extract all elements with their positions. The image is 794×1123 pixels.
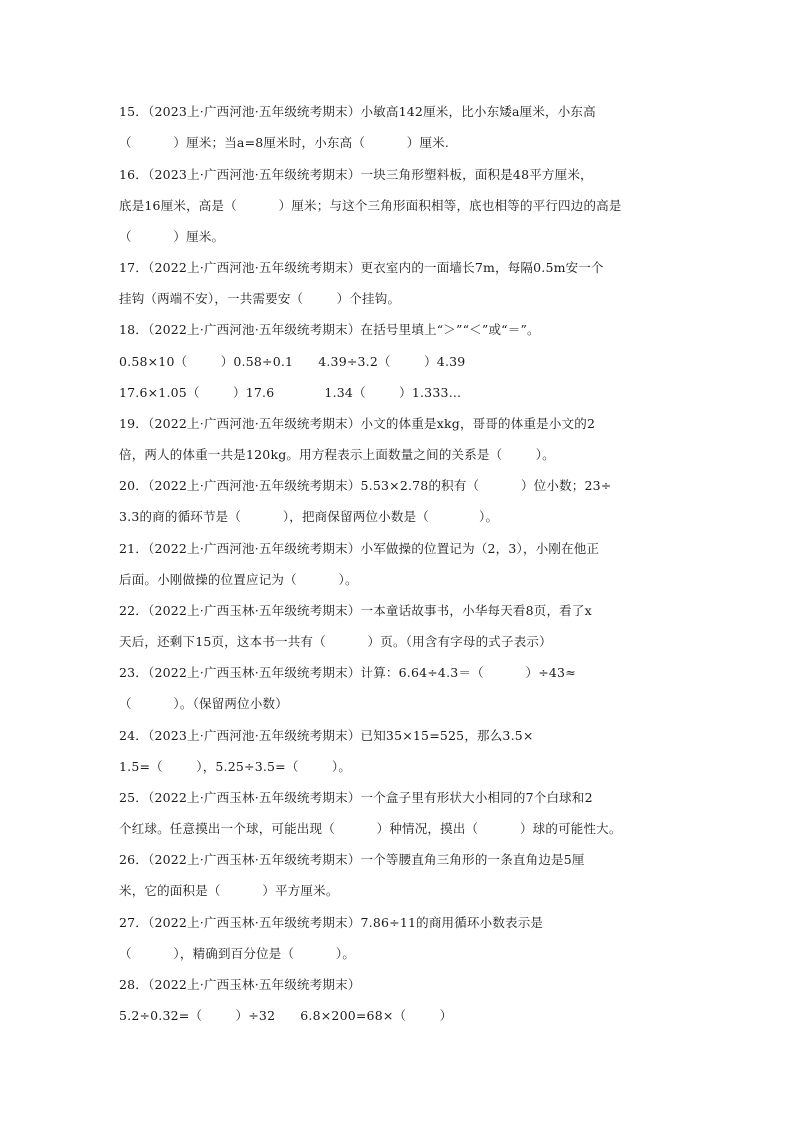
q26-line-2: 米，它的面积是（ ）平方厘米。 [119, 883, 339, 898]
q28-line-1: 28．（2022上·广西玉林·五年级统考期末） [119, 977, 361, 992]
q15-line-2: （ ）厘米；当a=8厘米时，小东高（ ）厘米. [119, 135, 450, 150]
q28-line-2: 5.2÷0.32=（ ）÷32 6.8×200=68×（ ） [119, 1008, 453, 1023]
q19-line-2: 倍，两人的体重一共是120kg。用方程表示上面数量之间的关系是（ ）。 [119, 447, 555, 462]
q27-line-2: （ ），精确到百分位是（ ）。 [119, 946, 356, 961]
q22-line-1: 22．（2022上·广西玉林·五年级统考期末）一本童话故事书，小华每天看8页，看了x [119, 603, 592, 618]
q25-line-2: 个红球。任意摸出一个球，可能出现（ ）种情况，摸出（ ）球的可能性大。 [119, 821, 622, 836]
q27-line-1: 27．（2022上·广西玉林·五年级统考期末）7.86÷11的商用循环小数表示是 [119, 915, 544, 930]
q16-line-1: 16．（2023上·广西河池·五年级统考期末）一块三角形塑料板，面积是48平方厘米， [119, 167, 593, 182]
q23-line-2: （ ）。（保留两位小数） [119, 696, 288, 711]
q18-line-1: 18．（2022上·广西河池·五年级统考期末）在括号里填上“＞”“＜”或“＝”。 [119, 322, 540, 337]
q23-line-1: 23．（2022上·广西玉林·五年级统考期末）计算：6.64÷4.3＝（ ）÷43≈ [119, 665, 576, 680]
q22-line-2: 天后，还剩下15页，这本书一共有（ ）页。（用含有字母的式子表示） [119, 634, 552, 649]
q15-line-1: 15．（2023上·广西河池·五年级统考期末）小敏高142厘米，比小东矮a厘米，小东高 [119, 104, 596, 119]
q24-line-2: 1.5=（ ），5.25÷3.5=（ ）。 [119, 759, 352, 774]
q21-line-2: 后面。小刚做操的位置应记为（ ）。 [119, 572, 358, 587]
q19-line-1: 19．（2022上·广西河池·五年级统考期末）小文的体重是xkg，哥哥的体重是小文的2 [119, 416, 596, 431]
q16-line-2: 底是16厘米，高是（ ）厘米；与这个三角形面积相等，底也相等的平行四边的高是 [119, 198, 622, 213]
q26-line-1: 26．（2022上·广西玉林·五年级统考期末）一个等腰直角三角形的一条直角边是5厘 [119, 852, 585, 867]
q20-line-1: 20．（2022上·广西河池·五年级统考期末）5.53×2.78的积有（ ）位小数；23÷ [119, 478, 612, 493]
q25-line-1: 25．（2022上·广西玉林·五年级统考期末）一个盒子里有形状大小相同的7个白球和2 [119, 790, 593, 805]
q16-line-3: （ ）厘米。 [119, 229, 225, 244]
q24-line-1: 24．（2023上·广西河池·五年级统考期末）已知35×15=525，那么3.5× [119, 728, 534, 743]
q20-line-2: 3.3的商的循环节是（ ），把商保留两位小数是（ ）。 [119, 509, 499, 524]
q17-line-2: 挂钩（两端不安），一共需要安（ ）个挂钩。 [119, 291, 401, 306]
q18-line-2: 0.58×10（ ）0.58÷0.1 4.39÷3.2（ ）4.39 [119, 354, 466, 369]
q18-line-3: 17.6×1.05（ ）17.6 1.34（ ）1.333… [119, 385, 462, 400]
q17-line-1: 17．（2022上·广西河池·五年级统考期末）更衣室内的一面墙长7m，每隔0.5m安一个 [119, 260, 604, 275]
q21-line-1: 21．（2022上·广西河池·五年级统考期末）小军做操的位置记为（2，3），小刚在他正 [119, 541, 600, 556]
